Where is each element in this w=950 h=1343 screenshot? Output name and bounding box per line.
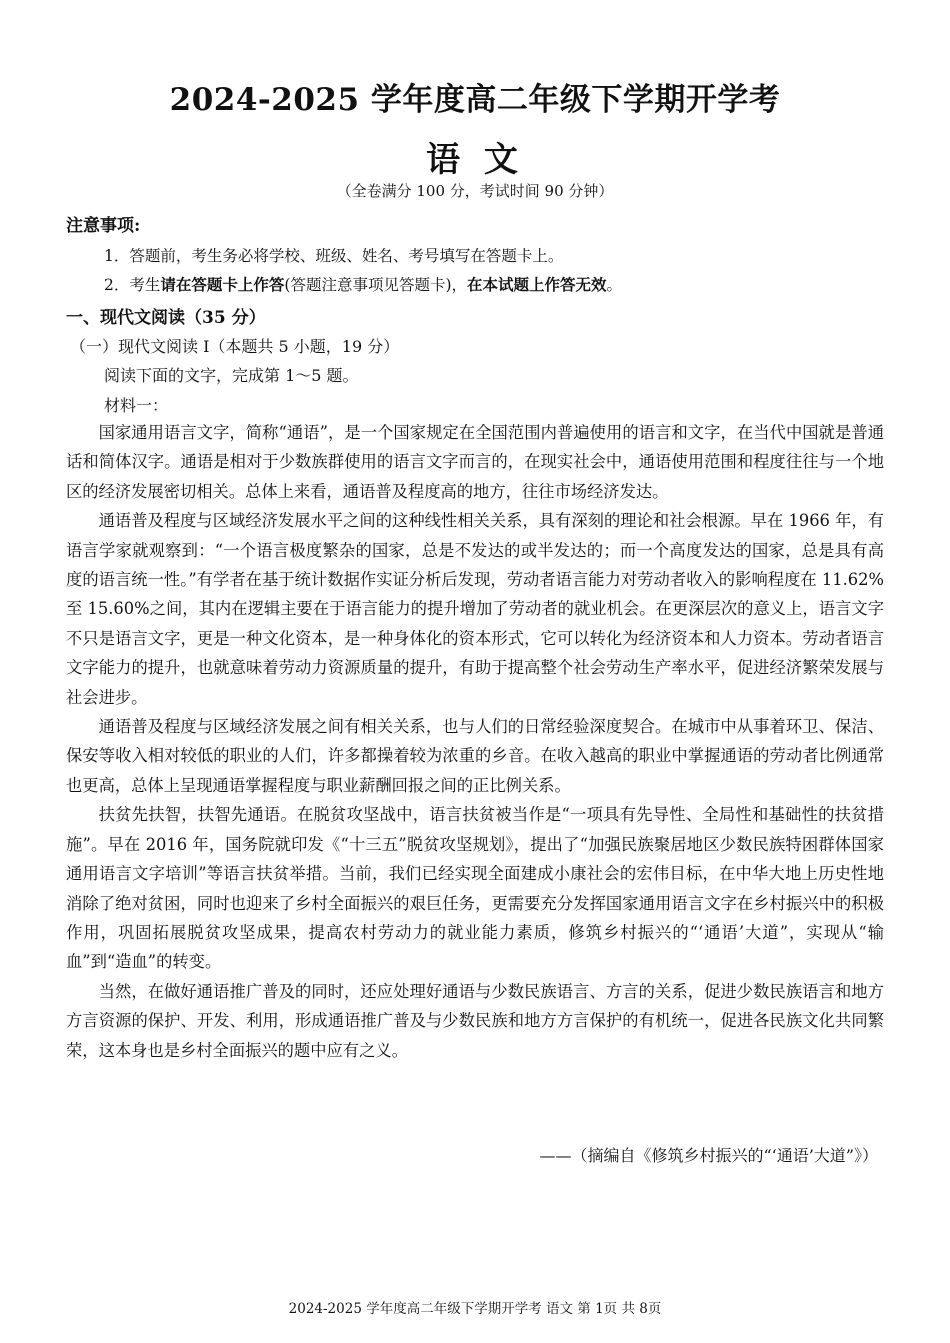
subsection-heading: （一）现代文阅读 I（本题共 5 小题，19 分）: [70, 337, 400, 356]
notice-emphasis-invalid: 在本试题上作答无效: [467, 275, 607, 294]
notice-item-2-middle: (答题注意事项见答题卡)，: [284, 276, 467, 294]
notice-item-2-prefix: 2．考生: [104, 276, 161, 294]
material-label: 材料一：: [104, 396, 169, 415]
paragraph: 扶贫先扶智，扶智先通语。在脱贫攻坚战中，语言扶贫被当作是“一项具有先导性、全局性和基础性的扶贫措施”。早在 2016 年，国务院就印发《“十三五”脱贫攻坚规划》，提出了“加强民族聚居地区少数民族特困群体国家通用语言文字培训”等语言扶贫举措。当前，我们已经实现全面建成小康社会的宏伟目标，在中华大地上历史性地消除了绝对贫困，同时也迎来了乡村全面振兴的艰巨任务，更需要充分发挥国家通用语言文字在乡村振兴中的积极作用，巩固拓展脱贫攻坚成果，提高农村劳动力的就业能力素质，修筑乡村振兴的“‘通语’大道”，实现从“输血”到“造血”的转变。: [66, 805, 884, 972]
page-footer: 2024-2025 学年度高二年级下学期开学考 语文 第 1页 共 8页: [288, 1301, 662, 1317]
exam-info: （全卷满分 100 分，考试时间 90 分钟）: [336, 182, 614, 200]
notice-item-2: [104, 273, 622, 295]
subject-title: 语 文: [426, 140, 524, 180]
notice-item-2-end: 。: [606, 276, 623, 294]
section-heading: 一、现代文阅读（35 分）: [66, 308, 266, 328]
material-body: [66, 418, 884, 1065]
paragraph: 通语普及程度与区域经济发展水平之间的这种线性相关关系，具有深刻的理论和社会根源。早在 1966 年，有语言学家就观察到：“一个语言极度繁杂的国家，总是不发达的或半发达的；而一个高度发达的国家，总是具有高度的语言统一性。”有学者在基于统计数据作实证分析后发现，劳动者语言能力对劳动者收入的影响程度在 11.62%至 15.60%之间，其内在逻辑主要在于语言能力的提升增加了劳动者的就业机会。在更深层次的意义上，语言文字不只是语言文字，更是一种文化资本，是一种身体化的资本形式，它可以转化为经济资本和人力资本。劳动者语言文字能力的提升，也就意味着劳动力资源质量的提升，有助于提高整个社会劳动生产率水平，促进经济繁荣发展与社会进步。: [66, 511, 884, 707]
paragraph: 当然，在做好通语推广普及的同时，还应处理好通语与少数民族语言、方言的关系，促进少数民族语言和地方方言资源的保护、开发、利用，形成通语推广普及与少数民族和地方方言保护的有机统一，促进各民族文化共同繁荣，这本身也是乡村全面振兴的题中应有之义。: [66, 981, 884, 1060]
notice-heading: 注意事项:: [66, 216, 141, 236]
source-citation: ——（摘编自《修筑乡村振兴的“‘通语’大道”》）: [539, 1146, 878, 1165]
exam-title: 2024-2025 学年度高二年级下学期开学考: [169, 82, 781, 118]
notice-emphasis-answer-sheet: 请在答题卡上作答: [160, 275, 285, 294]
notice-item-1: 1．答题前，考生务必将学校、班级、姓名、考号填写在答题卡上。: [104, 247, 564, 265]
reading-instruction: 阅读下面的文字，完成第 1～5 题。: [104, 366, 359, 385]
paragraph: 国家通用语言文字，简称“通语”，是一个国家规定在全国范围内普遍使用的语言和文字，在当代中国就是普通话和简体汉字。通语是相对于少数族群使用的语言文字而言的，在现实社会中，通语使用范围和程度往往与一个地区的经济发展密切相关。总体上来看，通语普及程度高的地方，往往市场经济发达。: [66, 423, 884, 501]
paragraph: 通语普及程度与区域经济发展之间有相关关系，也与人们的日常经验深度契合。在城市中从事着环卫、保洁、保安等收入相对较低的职业的人们，许多都操着较为浓重的乡音。在收入越高的职业中掌握通语的劳动者比例通常也更高，总体上呈现通语掌握程度与职业薪酬回报之间的正比例关系。: [66, 717, 884, 795]
